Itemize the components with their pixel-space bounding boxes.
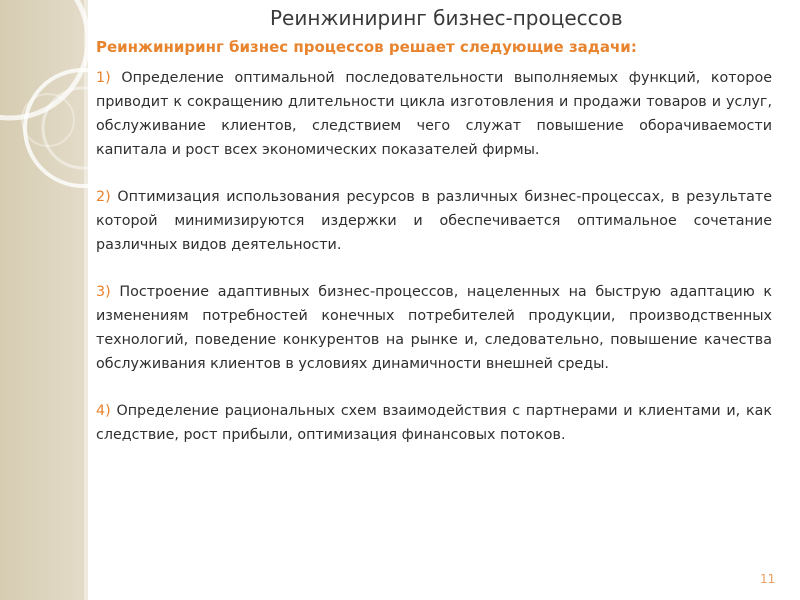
slide-subtitle: Реинжиниринг бизнес процессов решает следующие задачи: [96,38,637,56]
task-text: Построение адаптивных бизнес-процессов, нацеленных на быструю адаптацию к изменениям потребностей конечных потребителей продукции, производственных технологий, поведение конкурентов на рынке и, следовательно, повышение качества обслуживания клиентов в условиях динамичности внешней среды. [96,284,773,372]
task-text: Определение оптимальной последовательности выполняемых функций, которое приводит к сокращению длительности цикла изготовления и продажи товаров и услуг, обслуживание клиентов, следствием чего служат повышение оборачиваемости капитала и рост всех экономических показателей фирмы. [96,70,772,158]
task-item-1 [96,66,772,162]
task-list [96,66,772,470]
task-number: 2) [96,189,111,205]
task-number: 3) [96,284,111,300]
task-number: 4) [96,403,111,419]
task-item-4 [96,399,772,447]
deco-circle-large [0,0,88,118]
slide-title: Реинжиниринг бизнес-процессов [270,6,623,30]
page-number: 11 [760,572,776,586]
task-item-3 [96,280,772,376]
task-number: 1) [96,70,111,86]
task-item-2 [96,185,772,257]
task-text: Определение рациональных схем взаимодействия с партнерами и клиентами и, как следствие, рост прибыли, оптимизация финансовых потоков. [96,403,772,443]
task-text: Оптимизация использования ресурсов в различных бизнес-процессах, в результате которой минимизируются издержки и обеспечивается оптимальное сочетание различных видов деятельности. [96,189,772,253]
deco-circle-small [22,94,74,146]
